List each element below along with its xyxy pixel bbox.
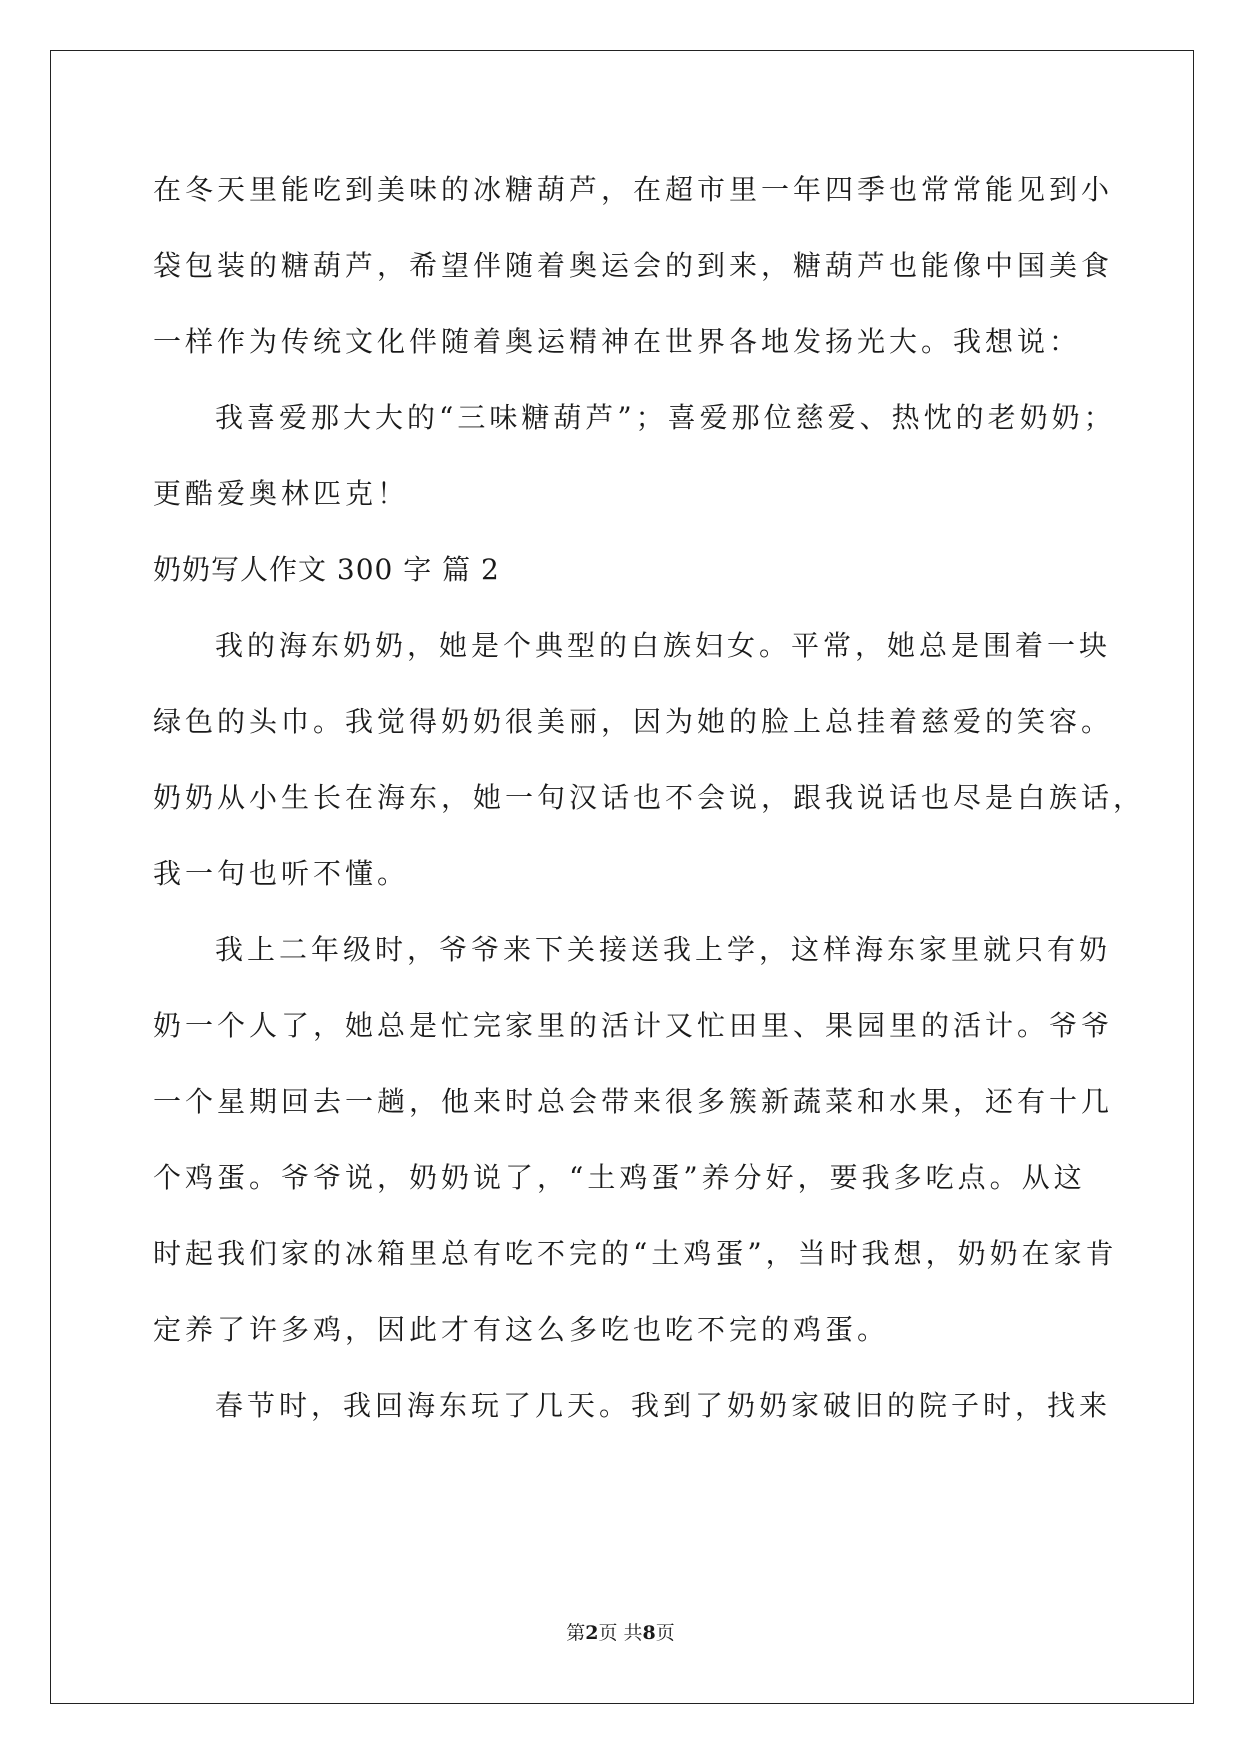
paragraph-line: 我一句也听不懂。 (153, 857, 410, 890)
paragraph-line: 奶奶从小生长在海东，她一句汉话也不会说，跟我说话也尽是白族话， (153, 781, 1146, 814)
footer-total-pages: 8 (642, 1622, 656, 1644)
paragraph-line: 定养了许多鸡，因此才有这么多吃也吃不完的鸡蛋。 (153, 1313, 890, 1346)
paragraph-line: 我上二年级时，爷爷来下关接送我上学，这样海东家里就只有奶 (215, 933, 1112, 966)
paragraph-line: 春节时，我回海东玩了几天。我到了奶奶家破旧的院子时，找来 (215, 1389, 1112, 1422)
paragraph-line: 个鸡蛋。爷爷说，奶奶说了，“土鸡蛋”养分好，要我多吃点。从这 (153, 1161, 1086, 1194)
document-body (153, 152, 1146, 1444)
page-footer (0, 1618, 1241, 1645)
paragraph-line: 我的海东奶奶，她是个典型的白族妇女。平常，她总是围着一块 (215, 629, 1112, 662)
footer-page-number: 2 (585, 1622, 599, 1644)
paragraph-line: 一个星期回去一趟，他来时总会带来很多簇新蔬菜和水果，还有十几 (153, 1085, 1114, 1118)
paragraph-line: 更酷爱奥林匹克！ (153, 477, 410, 510)
paragraph-line: 绿色的头巾。我觉得奶奶很美丽，因为她的脸上总挂着慈爱的笑容。 (153, 705, 1114, 738)
footer-mid: 页 共 (598, 1622, 643, 1644)
footer-prefix: 第 (566, 1622, 586, 1644)
paragraph-line: 奶一个人了，她总是忙完家里的活计又忙田里、果园里的活计。爷爷 (153, 1009, 1114, 1042)
paragraph-line: 时起我们家的冰箱里总有吃不完的“土鸡蛋”，当时我想，奶奶在家肯 (153, 1237, 1118, 1270)
paragraph-line: 一样作为传统文化伴随着奥运精神在世界各地发扬光大。我想说： (153, 325, 1082, 358)
paragraph-line: 袋包装的糖葫芦，希望伴随着奥运会的到来，糖葫芦也能像中国美食 (153, 249, 1114, 282)
section-heading: 奶奶写人作文 300 字 篇 2 (153, 553, 500, 586)
footer-suffix: 页 (655, 1622, 675, 1644)
paragraph-line: 我喜爱那大大的“三味糖葫芦”；喜爱那位慈爱、热忱的老奶奶； (215, 401, 1116, 434)
paragraph-line: 在冬天里能吃到美味的冰糖葫芦，在超市里一年四季也常常能见到小 (153, 173, 1114, 206)
